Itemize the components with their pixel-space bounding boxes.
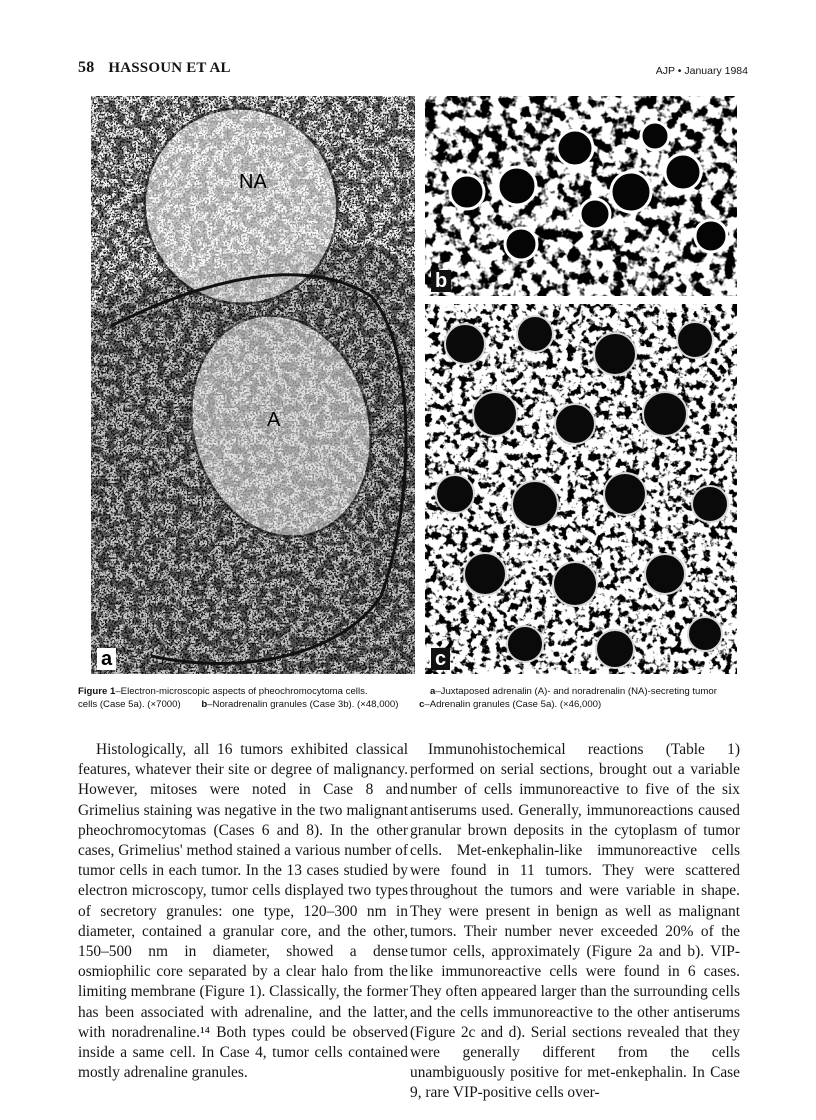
figure-panel-b <box>425 96 737 296</box>
caption-c-label: c <box>419 699 425 710</box>
micrograph-a <box>91 96 415 674</box>
paragraph-immunohistochemistry: Immunohistochemical reactions (Table 1) performed on serial sections, brought out a variable number of cells immunoreactive to five of the six antiserums used. Generally, immunoreactions caused granular brown deposits in the cytoplasm of tumor cells. Met-enkephalin-like immunoreactive cells were found in 11 tumors. They were scattered throughout the tumors and were variable in shape. They were present in benign as well as malignant tumors. Their number never exceeded 20% of the tumor cells, approximately (Figure 2a and b). VIP-like immunoreactive cells were found in 6 cases. They often appeared larger than the surrounding cells and the cells immunoreactive to the other antiserums (Figure 2c and d). Serial sections revealed that they were generally different from the cells unambiguously positive for met-enkephalin. In Case 9, rare VIP-positive cells over- <box>410 741 740 1102</box>
caption-intro: –Electron-microscopic aspects of pheochromocytoma cells. <box>115 686 368 697</box>
annotation-a: A <box>267 409 281 431</box>
figure-panel-a <box>91 96 415 674</box>
header-authors: HASSOUN ET AL <box>108 60 231 76</box>
figure-panel-c <box>425 304 737 674</box>
caption-b-label: b <box>201 699 208 710</box>
caption-figure-label: Figure 1 <box>78 686 116 697</box>
micrograph-b <box>425 96 737 296</box>
paragraph-histology: Histologically, all 16 tumors exhibited classical features, whatever their site or degree of malignancy. However, mitoses were noted in Case 8 and Grimelius staining was negative in the two malignant pheochromocytomas (Cases 6 and 8). In the other cases, Grimelius' method stained a various number of tumor cells in each tumor. In the 13 cases studied by electron microscopy, tumor cells displayed two types of secretory granules: one type, 120–300 nm in diameter, contained a granular core, and the other, 150–500 nm in diameter, showed a dense osmiophilic core separated by a clear halo from the limiting membrane (Figure 1). Classically, the former has been associated with adrenaline, and the latter, with noradrenaline.¹⁴ Both types could be observed inside a same cell. In Case 4, tumor cells contained mostly adrenaline granules. <box>78 741 408 1082</box>
caption-c-text: –Adrenalin granules (Case 5a). (×46,000) <box>424 699 602 710</box>
figure-caption <box>78 685 758 710</box>
caption-b-text: –Noradrenalin granules (Case 3b). (×48,000) <box>207 699 399 710</box>
caption-panel-c <box>419 698 601 712</box>
page-number: 58 <box>78 59 95 76</box>
annotation-na: NA <box>239 171 267 193</box>
caption-a-cont: cells (Case 5a). (×7000) <box>78 699 181 710</box>
caption-panel-a <box>430 685 717 699</box>
running-header <box>78 59 231 77</box>
micrograph-c <box>425 304 737 674</box>
caption-intro-block <box>78 686 368 697</box>
panel-label-c: c <box>431 648 450 670</box>
caption-row-2 <box>78 698 601 712</box>
caption-a-label: a <box>430 686 436 697</box>
body-column-right <box>410 740 740 1104</box>
header-journal: AJP • January 1984 <box>655 65 748 77</box>
caption-panel-b <box>201 698 398 712</box>
panel-label-a: a <box>97 648 116 670</box>
panel-label-b: b <box>431 270 451 292</box>
body-column-left <box>78 740 408 1083</box>
caption-a-text: –Juxtaposed adrenalin (A)- and noradrenalin (NA)-secreting tumor <box>435 686 717 697</box>
